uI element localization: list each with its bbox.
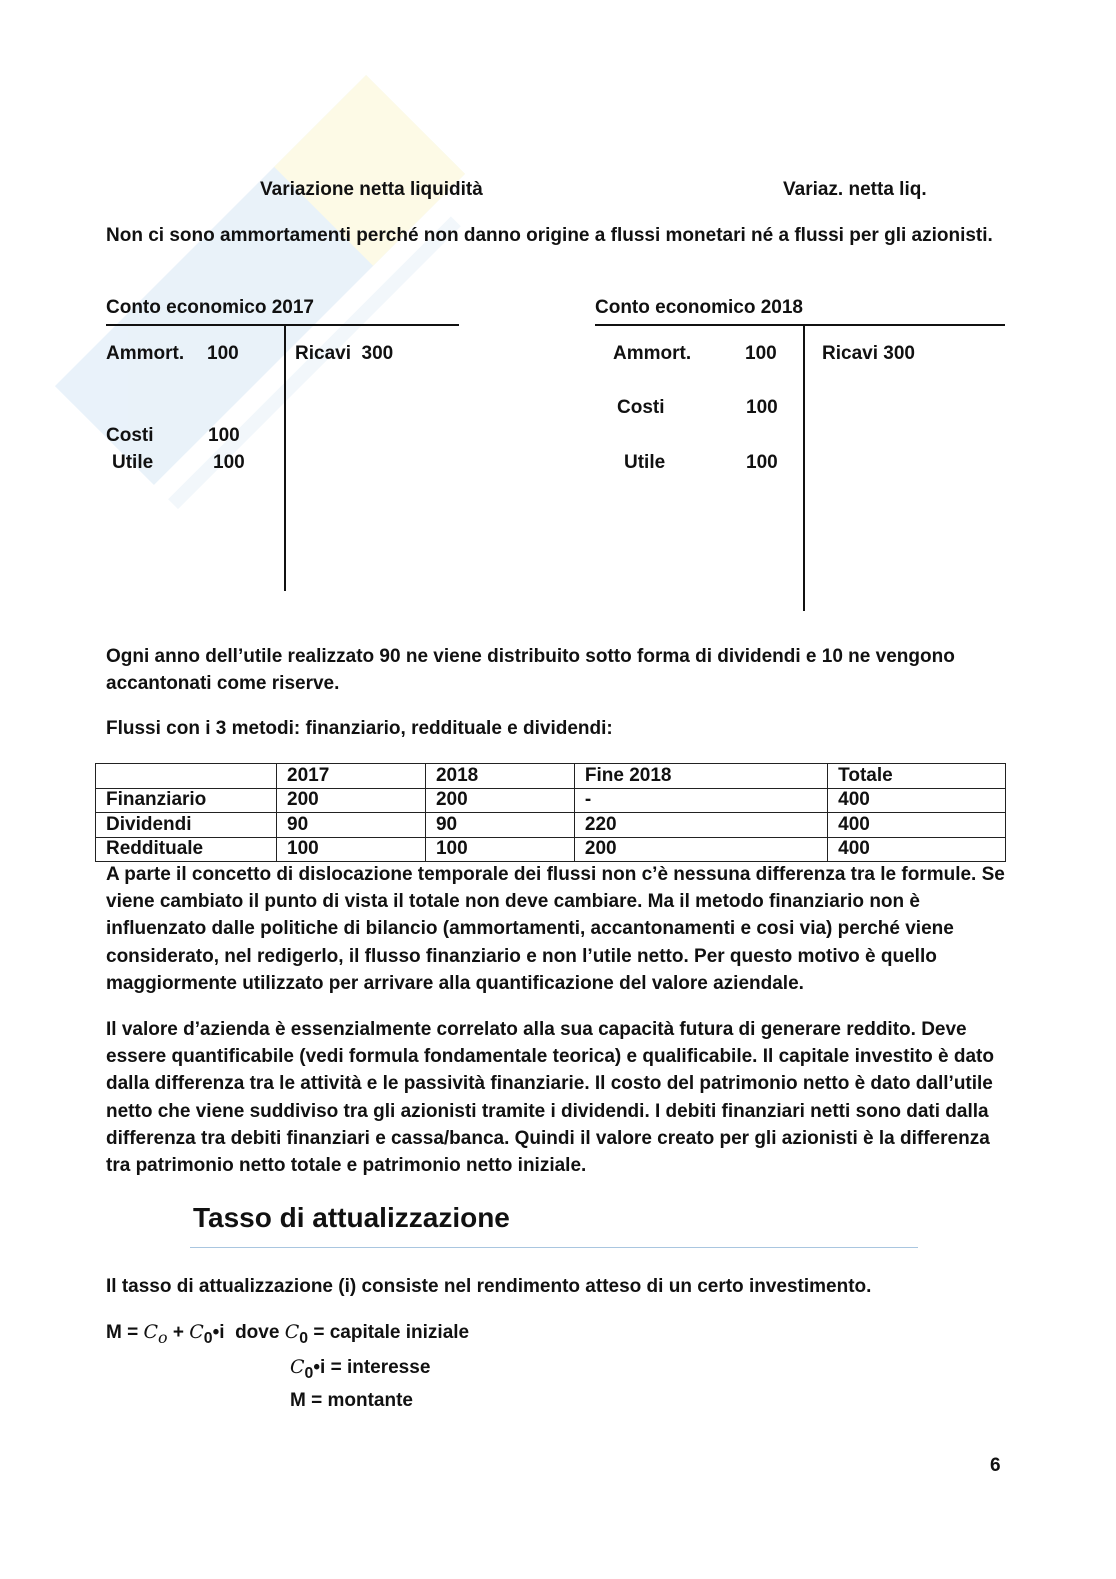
table-cell: 220 xyxy=(574,813,827,838)
table-header-row xyxy=(96,764,1006,789)
table-cell: Finanziario xyxy=(96,788,277,813)
right-label: Variaz. netta liq. xyxy=(783,179,927,200)
table-cell: 200 xyxy=(277,788,426,813)
table-cell: 100 xyxy=(425,837,574,862)
formula-def-capitale: = capitale iniziale xyxy=(308,1322,470,1344)
table-row xyxy=(96,813,1006,838)
ce2018-costi-value: 100 xyxy=(746,397,778,418)
ce2017-utile-label: Utile xyxy=(112,452,154,473)
ce2017-costi-label: Costi xyxy=(106,425,154,446)
ce2017-ammort-value: 100 xyxy=(207,343,239,364)
table-cell: Reddituale xyxy=(96,837,277,862)
ce2017-divider xyxy=(284,325,286,591)
ce2018-divider xyxy=(803,325,805,611)
formula-sub0: 0 xyxy=(304,1365,314,1383)
formula-lhs: M = xyxy=(106,1322,144,1344)
table-row xyxy=(96,837,1006,862)
formula-sub0: 0 xyxy=(299,1330,309,1348)
ce2018-utile-label: Utile xyxy=(624,452,666,473)
table-header xyxy=(96,764,277,789)
ce2017-rule xyxy=(106,324,459,326)
table-row xyxy=(96,788,1006,813)
table-header: 2017 xyxy=(277,764,426,789)
formula-times-i: •i dove xyxy=(212,1322,285,1344)
paragraph-ammortamenti: Non ci sono ammortamenti perché non danno origine a flussi monetari né a flussi per gli azionisti. xyxy=(106,225,993,246)
formula-c0: C xyxy=(290,1356,305,1379)
lower-content xyxy=(106,861,1011,1412)
table-cell: 90 xyxy=(425,813,574,838)
flussi-table xyxy=(95,763,1006,862)
ce2018-title: Conto economico 2018 xyxy=(595,297,803,318)
paragraph-dividendi: Ogni anno dell’utile realizzato 90 ne viene distribuito sotto forma di dividendi e 10 ne vengono accantonati come riserve. xyxy=(106,646,955,695)
formula-interesse xyxy=(290,1356,1011,1385)
table-cell: 100 xyxy=(277,837,426,862)
section-heading: Tasso di attualizzazione xyxy=(193,1202,510,1234)
table-header: 2018 xyxy=(425,764,574,789)
table-cell: 200 xyxy=(574,837,827,862)
paragraph-tasso: Il tasso di attualizzazione (i) consiste nel rendimento atteso di un certo investimento. xyxy=(106,1276,872,1298)
table-cell: - xyxy=(574,788,827,813)
ce2017-ammort-label: Ammort. xyxy=(106,343,185,364)
ce2017-title: Conto economico 2017 xyxy=(106,297,314,318)
ce2018-costi-label: Costi xyxy=(617,397,665,418)
table-cell: 200 xyxy=(425,788,574,813)
table-cell: 400 xyxy=(828,813,1006,838)
table-cell: 400 xyxy=(828,788,1006,813)
formula-line xyxy=(106,1321,1011,1350)
left-label: Variazione netta liquidità xyxy=(260,179,483,200)
ce2018-rule xyxy=(595,324,1005,326)
formula-c0: C xyxy=(284,1321,300,1344)
ce2018-ricavi: Ricavi 300 xyxy=(822,343,915,364)
table-cell: Dividendi xyxy=(96,813,277,838)
ce2017-utile-value: 100 xyxy=(213,452,245,473)
paragraph-metodo-finanziario: A parte il concetto di dislocazione temporale dei flussi non c’è nessuna differenza tra le formule. Se viene cambiato il punto di vista il totale non deve cambiare. Ma il metodo finanziario non è influenzato dalle politiche di bilancio (ammortamenti, accantonamenti e cosi via) perché viene considerato, nel redigerlo, il flusso finanziario e non l’utile netto. Per questo motivo è quello maggiormente utilizzato per arrivare alla quantificazione del valore aziendale. xyxy=(106,864,1005,994)
page-number: 6 xyxy=(990,1455,1001,1476)
formula-c: C xyxy=(143,1321,159,1344)
table-cell: 400 xyxy=(828,837,1006,862)
ce2018-ammort-value: 100 xyxy=(745,343,777,364)
paragraph-valore-azienda: Il valore d’azienda è essenzialmente correlato alla sua capacità futura di generare reddito. Deve essere quantificabile (vedi formula fondamentale teorica) e qualificabile. Il capitale investito è dato dalla differenza tra le attività e le passività finanziarie. Il costo del patrimonio netto è dato dall’utile netto che viene suddiviso tra gli azionisti tramite i dividendi. I debiti finanziari netti sono dati dalla differenza tra debiti finanziari e cassa/banca. Quindi il valore creato per gli azionisti è la differenza tra patrimonio netto totale e patrimonio netto iniziale. xyxy=(106,1019,994,1177)
formula-sub: o xyxy=(158,1328,168,1348)
ce2018-ammort-label: Ammort. xyxy=(613,343,692,364)
ce2017-ricavi: Ricavi 300 xyxy=(295,343,394,364)
formula-plus: + xyxy=(167,1322,190,1344)
watermark-logo xyxy=(20,40,500,520)
table-cell: 90 xyxy=(277,813,426,838)
formula-def-interesse: •i = interesse xyxy=(313,1357,431,1379)
table-header: Fine 2018 xyxy=(574,764,827,789)
formula-c0: C xyxy=(189,1321,204,1344)
heading-rule xyxy=(190,1247,918,1248)
ce2017-costi-value: 100 xyxy=(208,425,240,446)
table-header: Totale xyxy=(828,764,1006,789)
formula-montante: M = montante xyxy=(290,1390,413,1412)
paragraph-flussi: Flussi con i 3 metodi: finanziario, reddituale e dividendi: xyxy=(106,718,613,739)
ce2018-utile-value: 100 xyxy=(746,452,778,473)
formula-sub0: 0 xyxy=(203,1330,213,1348)
